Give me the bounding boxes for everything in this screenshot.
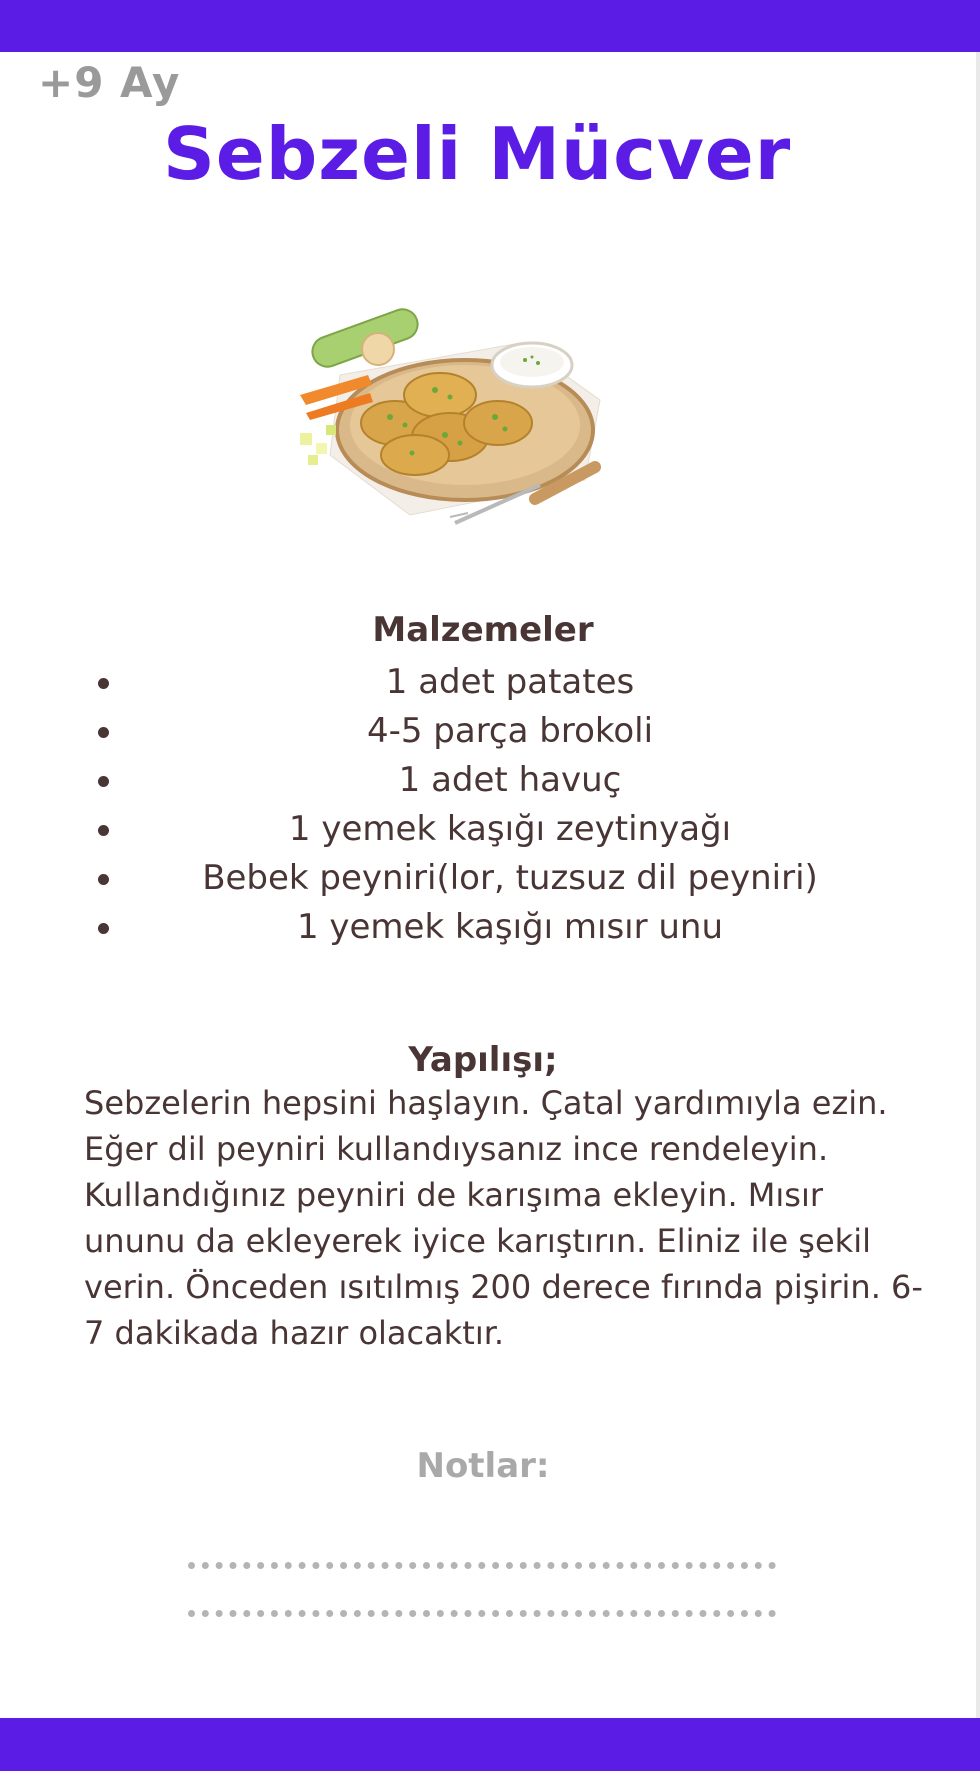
age-label: +9 Ay [38, 58, 181, 107]
ingredient-item: 1 adet havuç [0, 756, 980, 805]
bottom-banner [0, 1718, 980, 1771]
ingredients-list [0, 658, 980, 952]
notes-heading: Notlar: [416, 1446, 550, 1486]
ingredient-item: 1 yemek kaşığı zeytinyağı [0, 805, 980, 854]
ingredient-item: 1 yemek kaşığı mısır unu [0, 903, 980, 952]
page-title: Sebzeli Mücver [163, 112, 792, 196]
top-banner [0, 0, 980, 52]
ingredient-item: 4-5 parça brokoli [0, 707, 980, 756]
notes-line [188, 1562, 776, 1569]
method-text: Sebzelerin hepsini haşlayın. Çatal yardımıyla ezin. Eğer dil peyniri kullandıysanız ince rendeleyin. Kullandığınız peyniri de karışıma ekleyin. Mısır ununu da ekleyerek iyice karıştırın. Eliniz ile şekil verin. Önceden ısıtılmış 200 derece fırında pişirin. 6-7 dakikada hazır olacaktır. [84, 1084, 923, 1352]
notes-line [188, 1610, 776, 1617]
fritters-plate-illustration [300, 305, 620, 530]
ingredient-item: Bebek peyniri(lor, tuzsuz dil peyniri) [0, 854, 980, 903]
method-heading: Yapılışı; [408, 1040, 558, 1080]
ingredients-heading: Malzemeler [372, 610, 594, 650]
ingredient-item: 1 adet patates [0, 658, 980, 707]
